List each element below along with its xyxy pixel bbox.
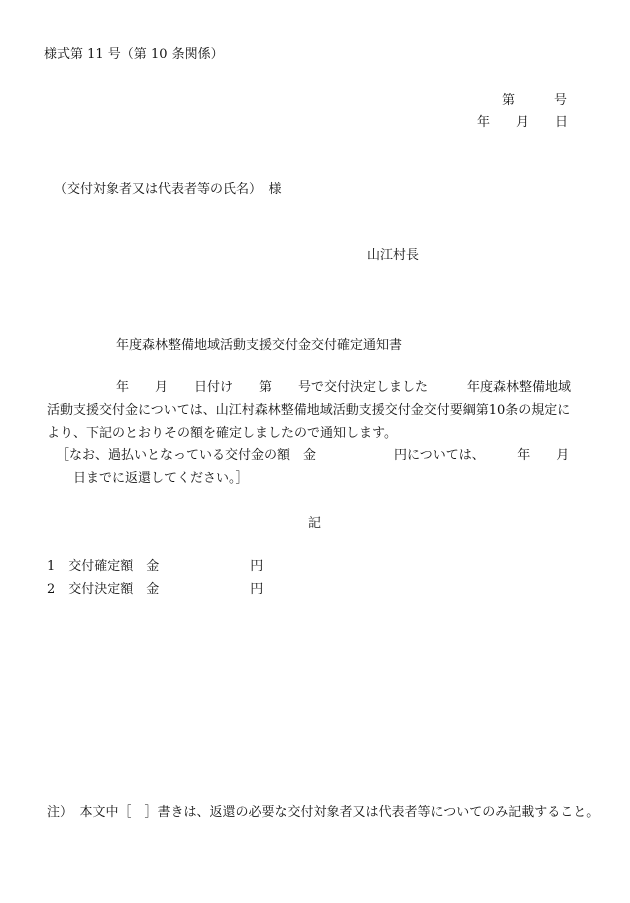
ki-heading: 記 (308, 516, 322, 531)
body-line: 活動支援交付金については、山江村森林整備地域活動支援交付金交付要綱第10条の規定に (47, 403, 571, 418)
form-number: 様式第 11 号（第 10 条関係） (44, 47, 224, 62)
body-line: より、下記のとおりその額を確定しましたので通知します。 (47, 426, 397, 441)
footnote: 注） 本文中［ ］書きは、返還の必要な交付対象者又は代表者等についてのみ記載すること。 (47, 805, 600, 820)
issuer-name: 山江村長 (367, 248, 420, 263)
body-line: 日までに返還してください。］ (73, 471, 249, 486)
body-line: 年 月 日付け 第 号で交付決定しました 年度森林整備地域 (116, 380, 572, 395)
list-item: 1 交付確定額 金 円 (47, 559, 264, 574)
document-number: 第 号 (502, 93, 568, 108)
recipient-name: （交付対象者又は代表者等の氏名） 様 (54, 182, 282, 197)
document-title: 年度森林整備地域活動支援交付金交付確定通知書 (116, 338, 403, 353)
list-item: 2 交付決定額 金 円 (47, 582, 264, 597)
date-line: 年 月 日 (477, 115, 569, 130)
body-line: ［なお、過払いとなっている交付金の額 金 円については、 年 月 (56, 448, 570, 463)
